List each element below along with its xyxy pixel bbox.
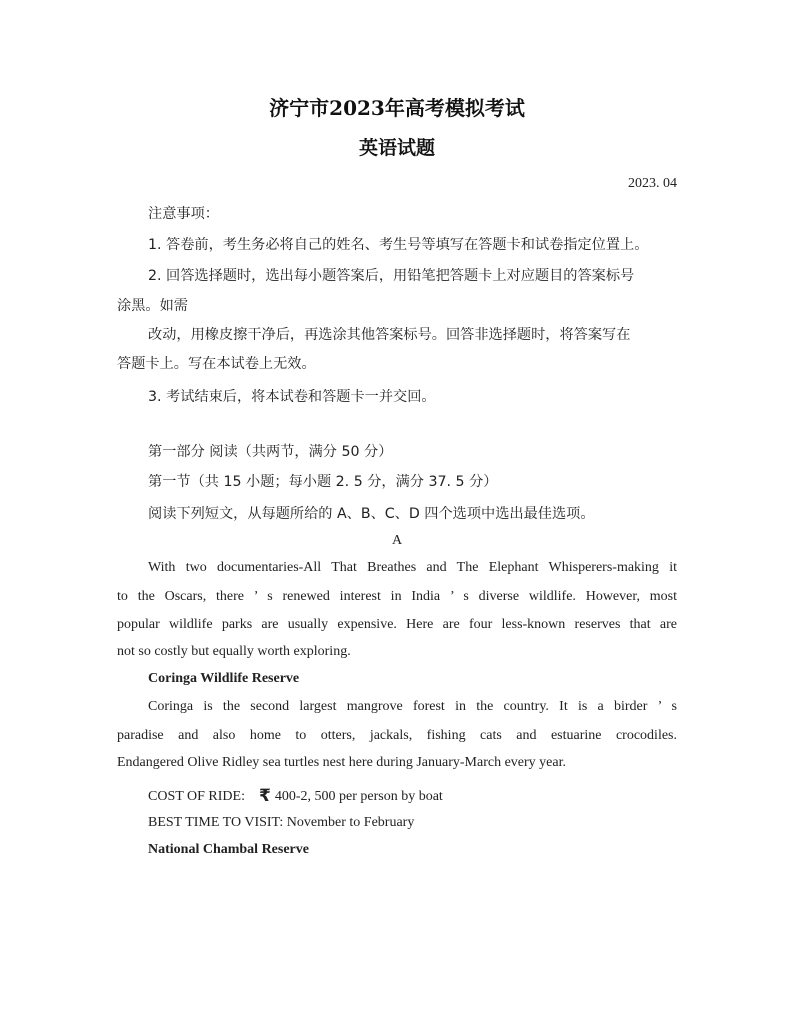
cost-value: 400-2, 500 per person by boat	[274, 789, 443, 804]
reserve-1-line-1: Coringa is the second largest mangrove forest in the country. It is a birder ’ s	[148, 699, 677, 714]
part-heading: 第一部分 阅读（共两节，满分 50 分）	[148, 444, 393, 460]
exam-title: 济宁市2023年高考模拟考试	[269, 96, 525, 120]
best-time-line: BEST TIME TO VISIT: November to February	[148, 815, 415, 830]
passage-intro-line-4: not so costly but equally worth exploring.	[117, 644, 351, 659]
notes-heading: 注意事项：	[148, 206, 219, 222]
cost-label: COST OF RIDE:	[148, 789, 245, 804]
passage-label: A	[391, 533, 403, 548]
rupee-icon: ₹	[258, 786, 271, 806]
reserve-2-name: National Chambal Reserve	[148, 842, 309, 857]
notes-item-2-line-1: 2. 回答选择题时，选出每小题答案后，用铅笔把答题卡上对应题目的答案标号	[148, 268, 635, 284]
passage-intro-line-3: popular wildlife parks are usually expensive. Here are four less-known reserves that are	[117, 617, 677, 632]
notes-item-2-line-3: 改动，用橡皮擦干净后，再选涂其他答案标号。回答非选择题时，将答案写在	[148, 327, 631, 343]
exam-subtitle: 英语试题	[358, 137, 435, 159]
cost-of-ride-line	[148, 786, 677, 806]
notes-item-1: 1. 答卷前，考生务必将自己的姓名、考生号等填写在答题卡和试卷指定位置上。	[148, 237, 649, 253]
exam-date: 2023. 04	[628, 176, 677, 191]
section-instruction: 阅读下列短文，从每题所给的 A、B、C、D 四个选项中选出最佳选项。	[148, 506, 595, 522]
notes-item-2-line-2: 涂黑。如需	[117, 298, 188, 314]
notes-item-2-line-4: 答题卡上。写在本试卷上无效。	[117, 356, 316, 372]
notes-item-3: 3. 考试结束后，将本试卷和答题卡一并交回。	[148, 389, 436, 405]
reserve-1-line-3: Endangered Olive Ridley sea turtles nest here during January-March every year.	[117, 755, 566, 770]
passage-intro-line-2: to the Oscars, there ’ s renewed interest in India ’ s diverse wildlife. However, most	[117, 589, 677, 604]
reserve-1-line-2: paradise and also home to otters, jackals, fishing cats and estuarine crocodiles.	[117, 728, 677, 743]
passage-intro-line-1: With two documentaries-All That Breathes and The Elephant Whisperers-making it	[148, 560, 677, 575]
section-heading: 第一节（共 15 小题；每小题 2. 5 分，满分 37. 5 分）	[148, 474, 498, 490]
reserve-1-name: Coringa Wildlife Reserve	[148, 671, 300, 686]
